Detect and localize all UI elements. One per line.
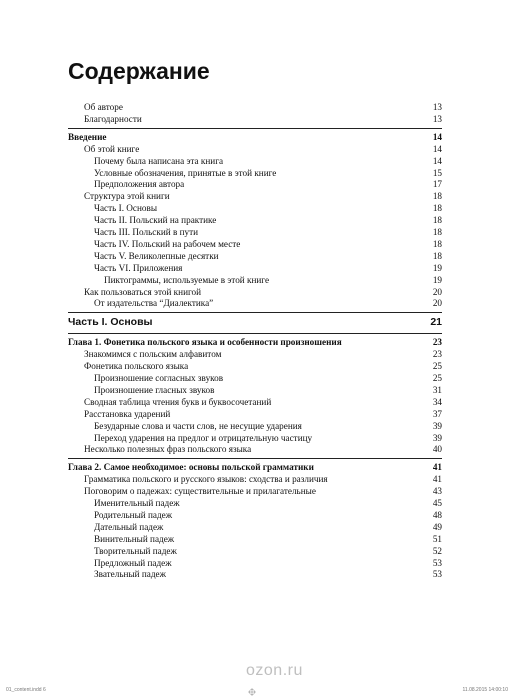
toc-entry-page: 23: [432, 349, 442, 360]
toc-entry-page: 48: [432, 509, 442, 520]
toc-entry[interactable]: [84, 443, 442, 455]
toc-entry-page: 18: [432, 215, 442, 226]
section-divider: [68, 458, 442, 459]
toc-entry-page: 53: [432, 569, 442, 580]
toc-entry[interactable]: [84, 101, 442, 113]
toc-entry-page: 19: [432, 274, 442, 285]
toc-entry-title: Безударные слова и части слов, не несущие ударения: [94, 420, 302, 431]
toc-entry-page: 17: [432, 179, 442, 190]
toc-entry-title: Часть III. Польский в пути: [94, 227, 199, 237]
toc-entry-page: 53: [432, 557, 442, 568]
toc-entry[interactable]: [84, 485, 442, 497]
toc-entry-page: 25: [432, 361, 442, 372]
toc-entry-title: Поговорим о падежах: существительные и прилагательные: [84, 486, 316, 497]
toc-entry-page: 18: [432, 203, 442, 214]
toc-entry-title: Предположения автора: [94, 179, 185, 190]
toc-entry[interactable]: [94, 545, 442, 557]
toc-entry[interactable]: [84, 113, 442, 125]
toc-entry[interactable]: [94, 384, 442, 396]
toc-entry-title: Благодарности: [84, 113, 142, 124]
toc-entry-page: 39: [432, 432, 442, 443]
toc-entry-page: 18: [432, 238, 442, 249]
toc-entry-page: 43: [432, 486, 442, 497]
toc-entry-title: Произношение гласных звуков: [94, 384, 215, 395]
toc-entry[interactable]: [94, 372, 442, 384]
toc-entry-title: Сводная таблица чтения букв и буквосочетаний: [84, 396, 272, 407]
toc-entry[interactable]: [94, 509, 442, 521]
toc-entry-title: Глава 1. Фонетика польского языка и особенности произношения: [68, 337, 342, 348]
toc-entry[interactable]: [68, 315, 442, 329]
toc-entry-title: Фонетика польского языка: [84, 361, 189, 372]
toc-entry-page: 14: [432, 155, 442, 166]
toc-entry[interactable]: [94, 226, 442, 238]
toc-entry-title: Почему была написана эта книга: [94, 155, 224, 166]
toc-entry-title: Винительный падеж: [94, 533, 175, 544]
toc-entry-title: Произношение согласных звуков: [94, 373, 224, 383]
toc-entry-title: Об этой книге: [84, 143, 140, 154]
toc-entry-page: 20: [432, 286, 442, 297]
toc-entry-page: 13: [432, 113, 442, 124]
toc-entry-title: Часть I. Основы: [68, 316, 153, 329]
toc-entry-title: Дательный падеж: [94, 521, 164, 532]
toc-entry[interactable]: [94, 432, 442, 444]
toc-entry[interactable]: [94, 238, 442, 250]
toc-entry-page: 19: [432, 262, 442, 273]
toc-entry-page: 34: [432, 396, 442, 407]
toc-entry[interactable]: [68, 131, 442, 143]
toc-entry-title: Часть I. Основы: [94, 203, 158, 214]
toc-entry-page: 25: [432, 373, 442, 383]
toc-entry-title: Часть II. Польский на практике: [94, 215, 217, 226]
toc-entry-page: 18: [432, 250, 442, 261]
toc-entry[interactable]: [84, 473, 442, 485]
toc-entry-title: Именительный падеж: [94, 498, 180, 508]
toc-entry-title: Глава 2. Самое необходимое: основы польской грамматики: [68, 462, 314, 473]
toc-entry-title: Часть IV. Польский на рабочем месте: [94, 238, 241, 249]
toc-entry[interactable]: [84, 286, 442, 298]
toc-entry[interactable]: [94, 568, 442, 580]
toc-entry-title: Переход ударения на предлог и отрицательную частицу: [94, 432, 313, 443]
toc-entry-title: Звательный падеж: [94, 569, 166, 580]
toc-entry-page: 41: [432, 462, 442, 473]
toc-entry-page: 13: [432, 102, 442, 112]
toc-entry-title: Как пользоваться этой книгой: [84, 286, 202, 297]
toc-entry[interactable]: [94, 202, 442, 214]
toc-entry-page: 18: [432, 191, 442, 202]
toc-entry-page: 15: [432, 167, 442, 178]
toc-entry[interactable]: [84, 360, 442, 372]
toc-entry[interactable]: [68, 336, 442, 348]
toc-entry-page: 14: [432, 143, 442, 154]
toc-entry[interactable]: [84, 396, 442, 408]
toc-entry-title: Часть V. Великолепные десятки: [94, 250, 219, 261]
footer-datetime: 11.08.2015 14:00:10: [462, 687, 508, 693]
toc-entry[interactable]: [84, 348, 442, 360]
toc-entry[interactable]: [84, 190, 442, 202]
toc-entry[interactable]: [94, 214, 442, 226]
toc-entry-title: Грамматика польского и русского языков: сходства и различия: [84, 474, 328, 485]
toc-entry-page: 39: [432, 420, 442, 431]
toc-entry[interactable]: [84, 143, 442, 155]
toc-entry[interactable]: [94, 557, 442, 569]
toc-entry-title: Структура этой книги: [84, 191, 170, 202]
footer-file: 01_content.indd 6: [6, 687, 46, 693]
toc-entry-title: Предложный падеж: [94, 557, 172, 568]
toc-entry[interactable]: [94, 533, 442, 545]
toc-entry-title: Творительный падеж: [94, 545, 177, 556]
section-divider: [68, 333, 442, 334]
section-divider: [68, 128, 442, 129]
toc-entry-title: Условные обозначения, принятые в этой книге: [94, 167, 277, 178]
toc-entry[interactable]: [68, 461, 442, 473]
toc-entry-title: Часть VI. Приложения: [94, 262, 183, 273]
toc-entry-page: 40: [432, 444, 442, 455]
toc-entry[interactable]: [104, 274, 442, 286]
toc-entry-page: 21: [430, 316, 442, 329]
toc-entry[interactable]: [94, 178, 442, 190]
toc-entry-page: 45: [432, 498, 442, 508]
toc-entry[interactable]: [94, 521, 442, 533]
toc-entry-title: Пиктограммы, используемые в этой книге: [104, 274, 270, 285]
toc-entry-title: Введение: [68, 131, 107, 142]
toc-entry[interactable]: [94, 167, 442, 179]
toc-entry-page: 37: [432, 408, 442, 419]
section-divider: [68, 312, 442, 313]
toc-entry-page: 49: [432, 521, 442, 532]
toc-entry[interactable]: [94, 297, 442, 309]
toc-entry-title: Об авторе: [84, 102, 123, 112]
toc-entry-page: 18: [432, 227, 442, 237]
toc-entry-page: 52: [432, 545, 442, 556]
toc-entry[interactable]: [94, 497, 442, 509]
toc-entry[interactable]: [94, 155, 442, 167]
toc-entry-title: Знакомимся с польским алфавитом: [84, 349, 222, 360]
toc-entry-page: 31: [432, 384, 442, 395]
registration-mark-icon: [248, 688, 256, 696]
toc-entry[interactable]: [84, 408, 442, 420]
toc-entry-page: 23: [432, 337, 442, 348]
toc-entry-title: От издательства “Диалектика”: [94, 298, 214, 309]
toc-entry-page: 41: [432, 474, 442, 485]
toc-entry[interactable]: [94, 250, 442, 262]
toc-entry-page: 14: [432, 131, 442, 142]
watermark-text: ozon.ru: [246, 662, 303, 679]
toc-entry-title: Несколько полезных фраз польского языка: [84, 444, 252, 455]
toc-entry[interactable]: [94, 420, 442, 432]
toc-entry-page: 20: [432, 298, 442, 309]
toc-entry-title: Расстановка ударений: [84, 408, 171, 419]
toc-entry[interactable]: [94, 262, 442, 274]
toc-entry-title: Родительный падеж: [94, 509, 173, 520]
toc-entry-page: 51: [432, 533, 442, 544]
page-title: Содержание: [68, 58, 210, 84]
